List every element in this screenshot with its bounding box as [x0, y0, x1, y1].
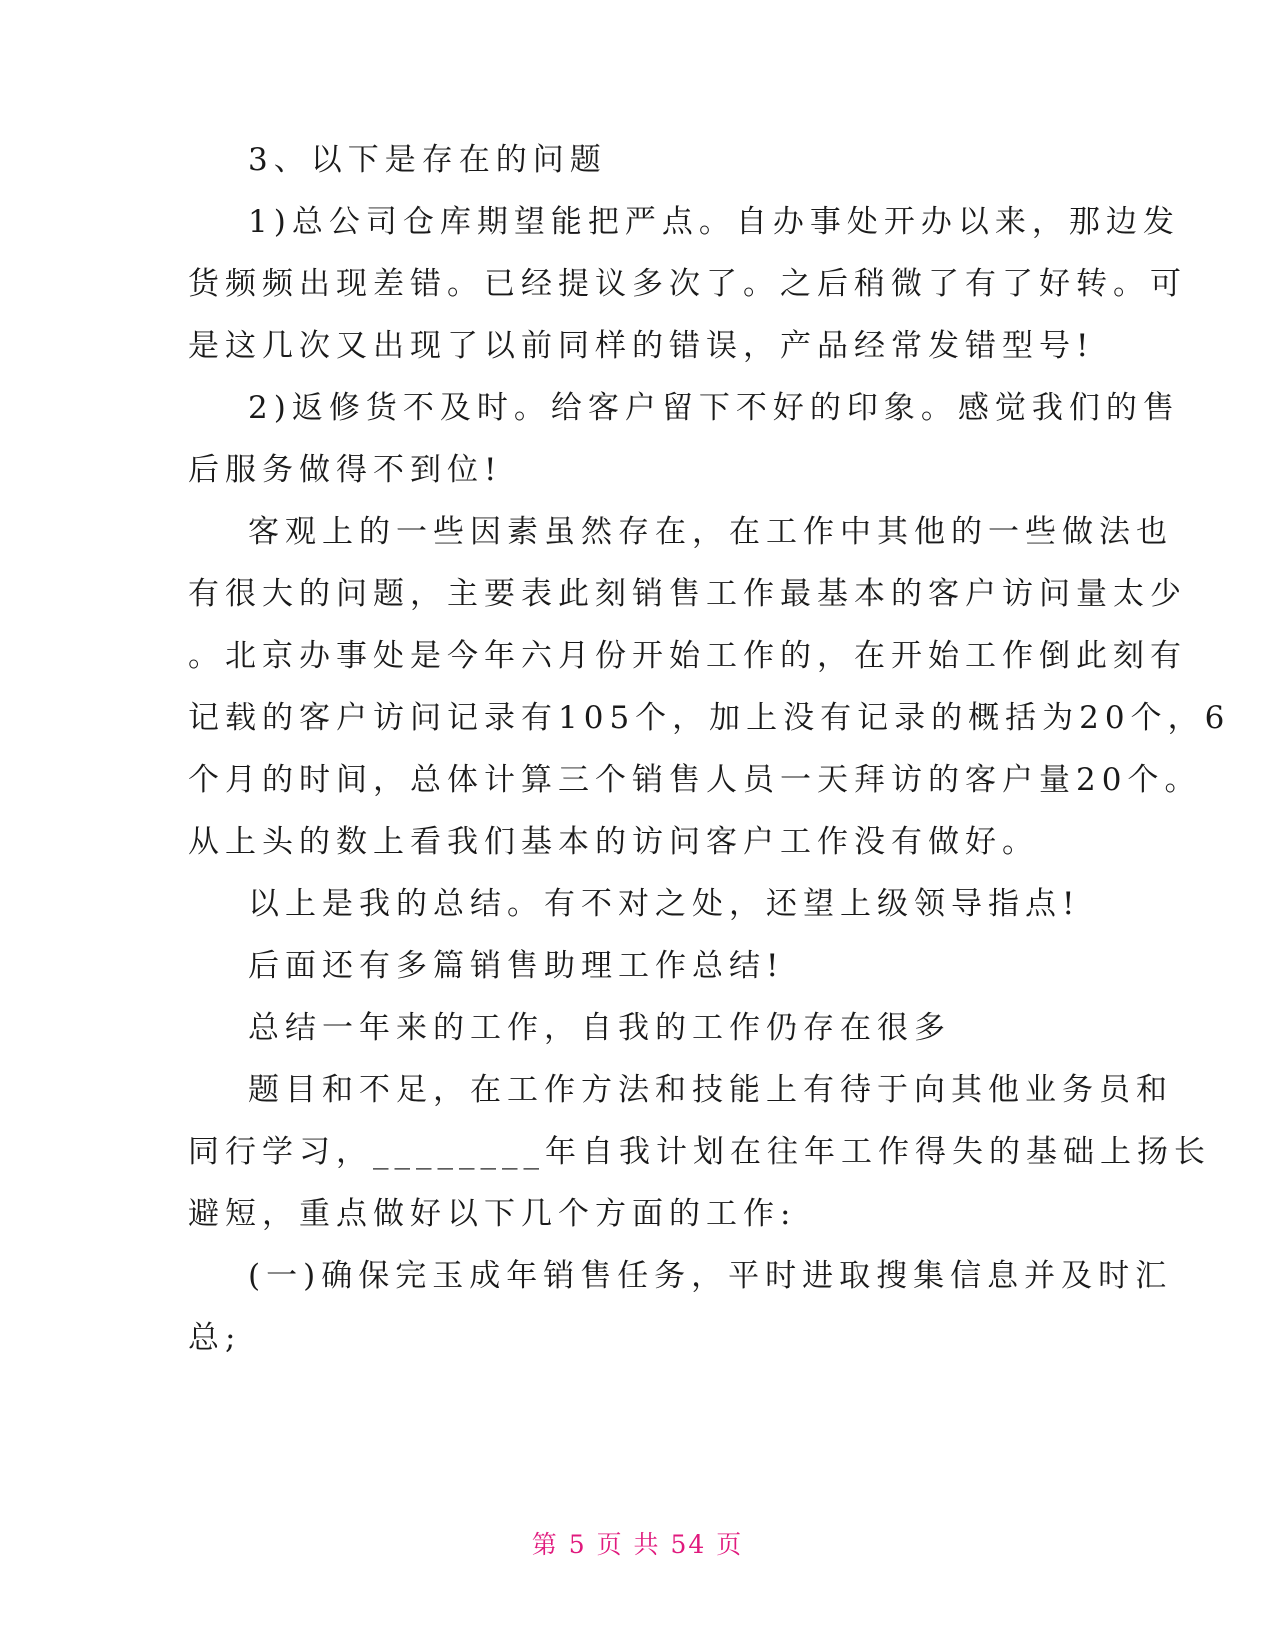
text-line: 是这几次又出现了以前同样的错误，产品经常发错型号! [188, 328, 1095, 364]
page-number: 第 5 页 共 54 页 [531, 1530, 744, 1559]
text-line: 从上头的数上看我们基本的访问客户工作没有做好。 [188, 824, 1039, 860]
text-line: 后服务做得不到位! [188, 452, 503, 488]
text-line: 总结一年来的工作，自我的工作仍存在很多 [248, 1010, 951, 1046]
text-line: 客观上的一些因素虽然存在，在工作中其他的一些做法也 [248, 514, 1173, 550]
text-line: 后面还有多篇销售助理工作总结! [248, 948, 785, 984]
text-line: 。北京办事处是今年六月份开始工作的，在开始工作倒此刻有 [188, 638, 1187, 674]
text-line: 有很大的问题，主要表此刻销售工作最基本的客户访问量太少 [188, 576, 1187, 612]
text-line: 同行学习，________年自我计划在往年工作得失的基础上扬长 [188, 1134, 1211, 1170]
text-line: 总; [188, 1320, 242, 1356]
text-line: 货频频出现差错。已经提议多次了。之后稍微了有了好转。可 [188, 266, 1187, 302]
text-line: 避短，重点做好以下几个方面的工作: [188, 1196, 797, 1232]
text-line: 3、以下是存在的问题 [248, 142, 607, 178]
text-line: 以上是我的总结。有不对之处，还望上级领导指点! [248, 886, 1081, 922]
text-line: 1)总公司仓库期望能把严点。自办事处开办以来，那边发 [248, 204, 1180, 240]
text-line: 个月的时间，总体计算三个销售人员一天拜访的客户量20个。 [188, 762, 1202, 798]
text-line: (一)确保完玉成年销售任务，平时进取搜集信息并及时汇 [248, 1258, 1173, 1294]
text-line: 记载的客户访问记录有105个，加上没有记录的概括为20个，6 [188, 700, 1231, 736]
text-line: 题目和不足，在工作方法和技能上有待于向其他业务员和 [248, 1072, 1173, 1108]
text-line: 2)返修货不及时。给客户留下不好的印象。感觉我们的售 [248, 390, 1180, 426]
